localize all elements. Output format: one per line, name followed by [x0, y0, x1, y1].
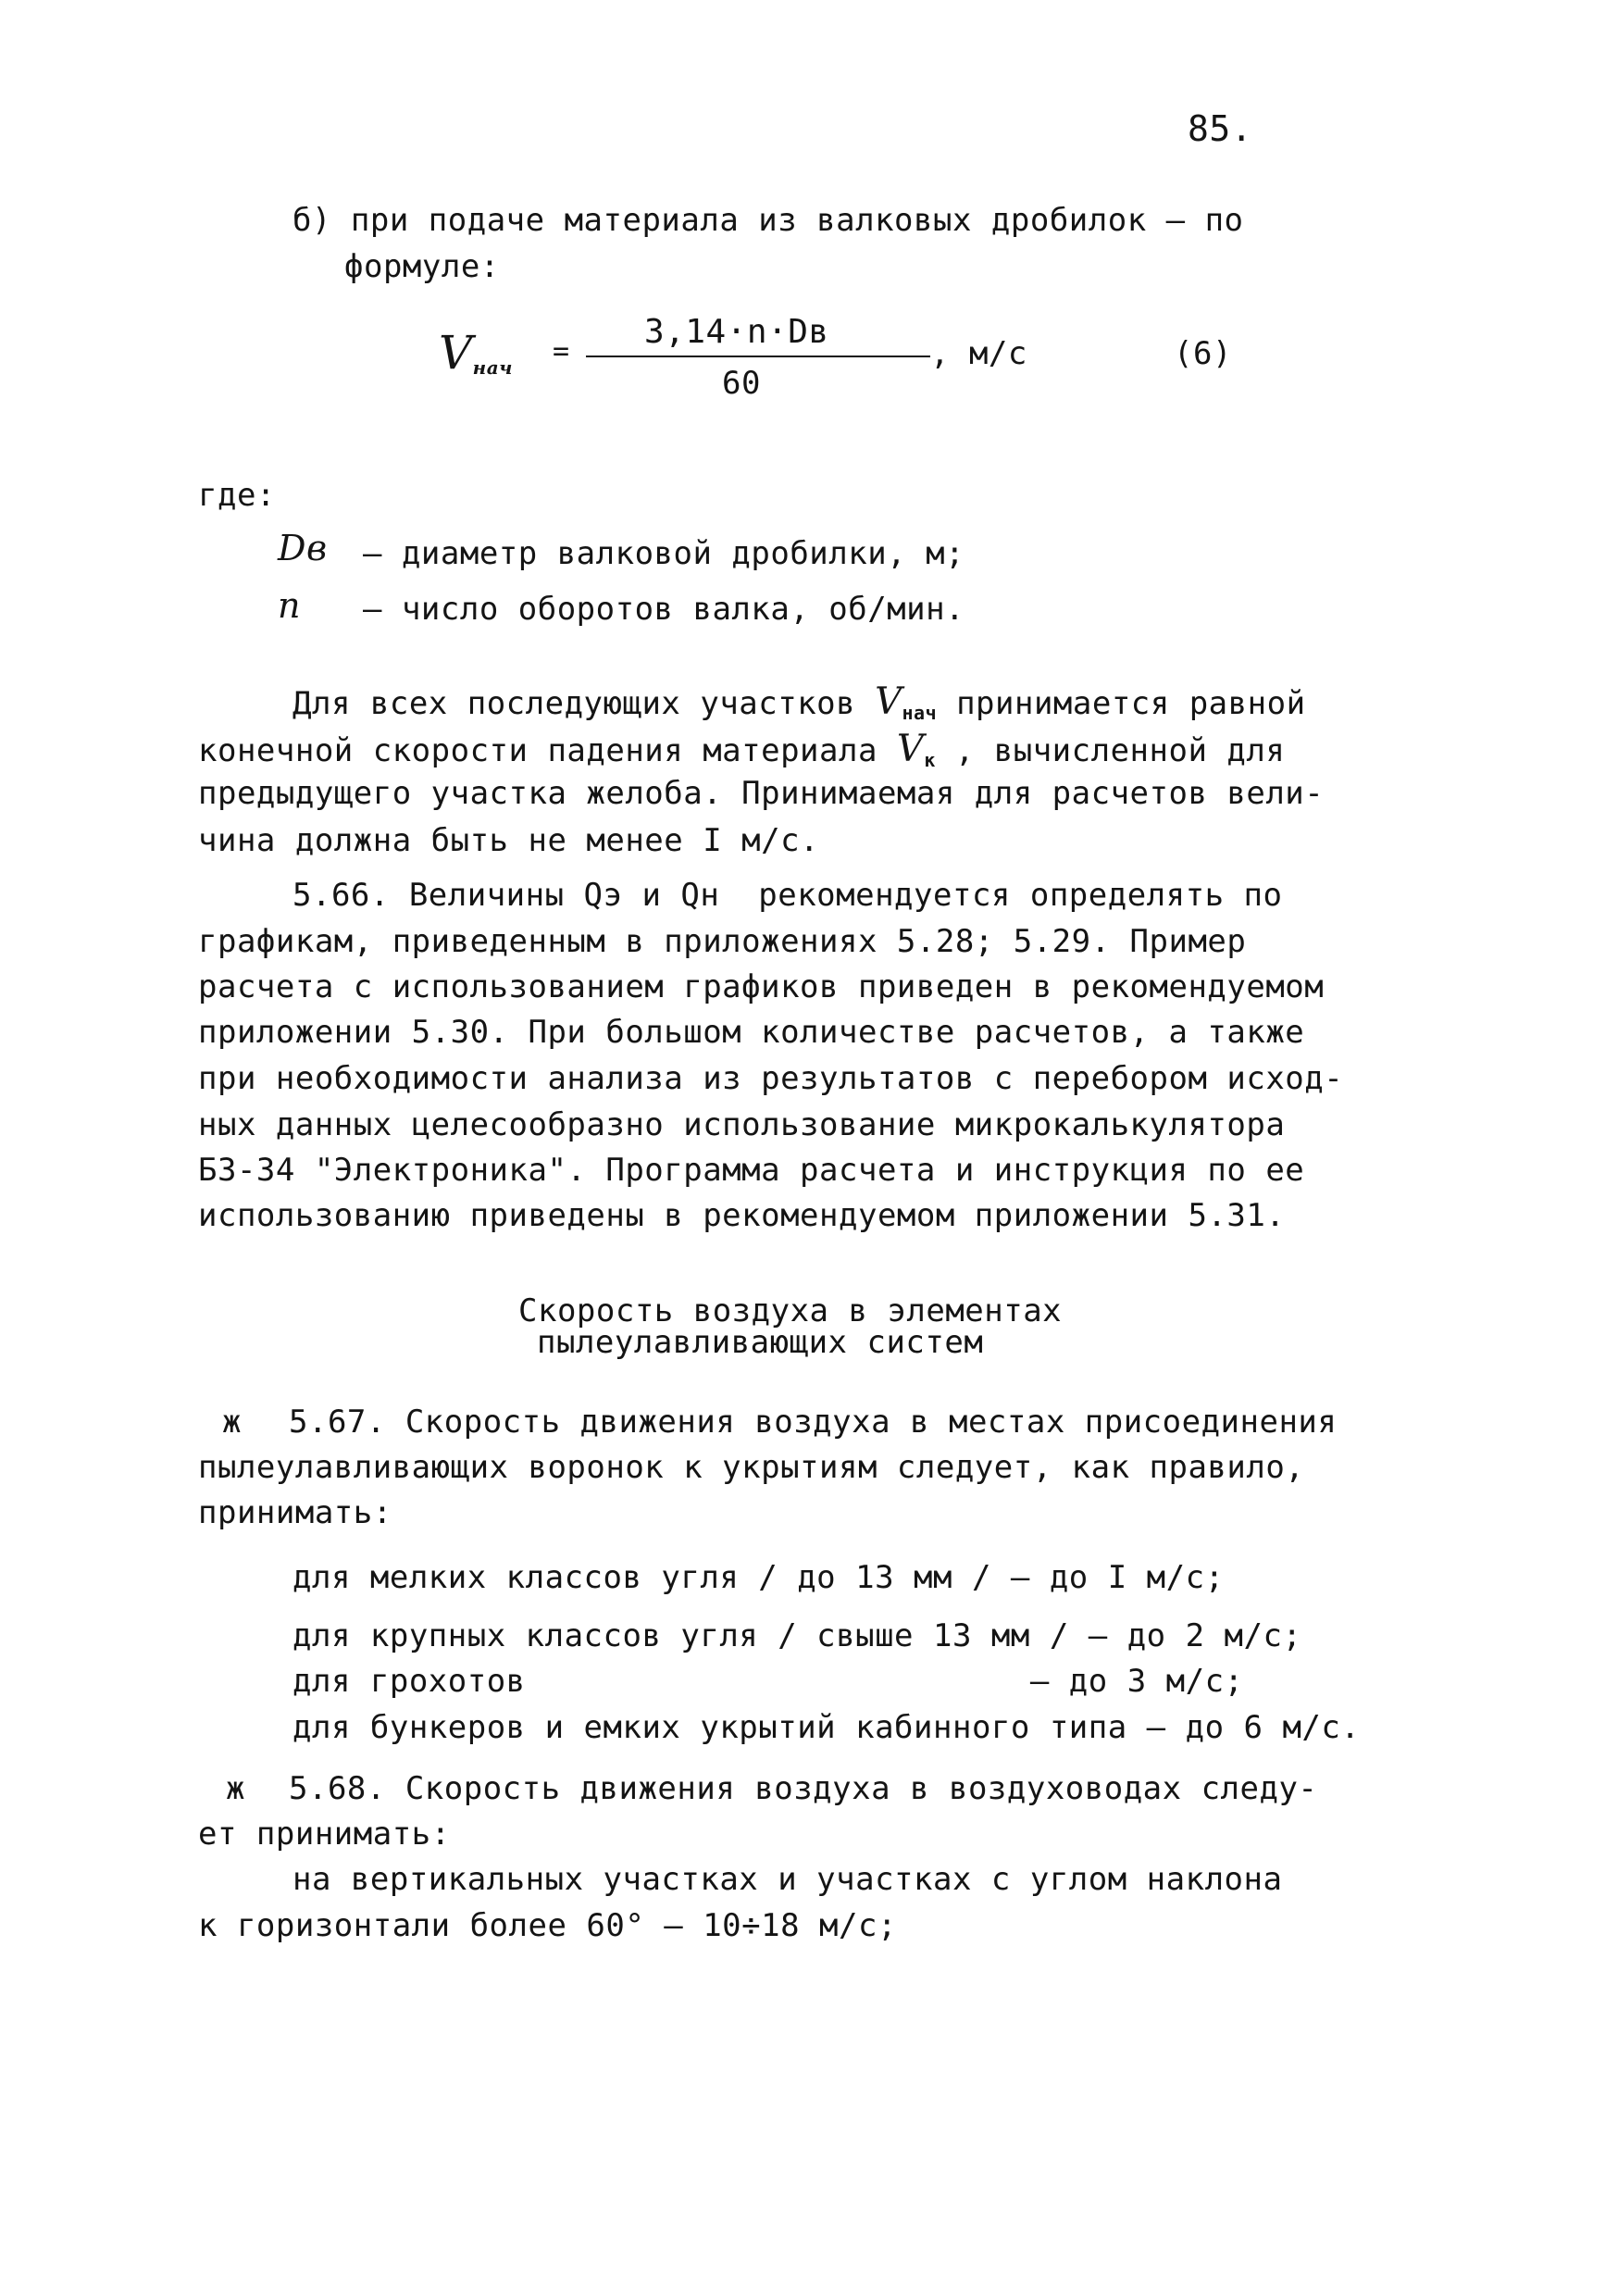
- paragraph-line: 5.67. Скорость движения воздуха в местах присоединения: [289, 1404, 1338, 1441]
- formula-lhs: [439, 326, 513, 380]
- item-b-line-2: формуле:: [344, 248, 500, 285]
- formula-equals: =: [553, 335, 570, 368]
- definition-text-d: – диаметр валковой дробилки, м;: [363, 535, 965, 572]
- item-b-line-1: б) при подаче материала из валковых дробилок – по: [292, 202, 1244, 239]
- paragraph-line: принимать:: [198, 1494, 392, 1531]
- definition-symbol-d: Dв: [278, 528, 328, 568]
- paragraph-line: 5.66. Величины Qэ и Qн рекомендуется определять по: [292, 877, 1283, 914]
- paragraph-line: на вертикальных участках и участках с углом наклона: [292, 1861, 1283, 1898]
- paragraph-line: пылеулавливающих воронок к укрытиям следует, как правило,: [198, 1449, 1305, 1486]
- paragraph-line: конечной скорости падения материала $V_к$ , вычисленной для: [198, 728, 1286, 771]
- change-marker: ж: [226, 1770, 245, 1807]
- paragraph-line: графикам, приведенным в приложениях 5.28; 5.29. Пример: [198, 923, 1247, 960]
- change-marker: ж: [222, 1404, 242, 1441]
- list-item: для бункеров и емких укрытий кабинного типа – до 6 м/с.: [292, 1709, 1361, 1746]
- paragraph-line: чина должна быть не менее I м/с.: [198, 822, 820, 859]
- paragraph-line: приложении 5.30. При большом количестве расчетов, а также: [198, 1014, 1305, 1051]
- paragraph-line: к горизонтали более 60° – 10÷18 м/с;: [198, 1907, 897, 1944]
- definition-text-n: – число оборотов валка, об/мин.: [363, 591, 965, 628]
- paragraph-line: ет принимать:: [198, 1816, 451, 1853]
- paragraph-line: Б3-34 "Электроника". Программа расчета и инструкция по ее: [198, 1152, 1305, 1189]
- formula-unit: , м/с: [930, 335, 1027, 372]
- definition-symbol-n: n: [278, 585, 301, 626]
- paragraph-line: использованию приведены в рекомендуемом приложении 5.31.: [198, 1197, 1286, 1234]
- formula-lhs-subscript: нач: [472, 356, 513, 379]
- page-number: 85.: [1188, 108, 1253, 149]
- formula-number: (6): [1174, 335, 1232, 372]
- paragraph-line: Для всех последующих участков $V_{нач}$ принимается равной: [292, 680, 1306, 724]
- paragraph-line: предыдущего участка желоба. Принимаемая для расчетов вели-: [198, 775, 1325, 812]
- section-heading-line-2: пылеулавливающих систем: [537, 1324, 984, 1361]
- list-item: для грохотов – до 3 м/с;: [292, 1663, 1244, 1700]
- section-heading-line-1: Скорость воздуха в элементах: [518, 1292, 1063, 1329]
- formula-numerator: 3,14·n·Dв: [644, 313, 829, 351]
- paragraph-line: ных данных целесообразно использование микрокалькулятора: [198, 1106, 1286, 1143]
- paragraph-line: расчета с использованием графиков приведен в рекомендуемом: [198, 968, 1325, 1005]
- list-item: для мелких классов угля / до 13 мм / – до I м/с;: [292, 1559, 1225, 1596]
- paragraph-line: при необходимости анализа из результатов с перебором исход-: [198, 1060, 1344, 1097]
- paragraph-line: 5.68. Скорость движения воздуха в воздуховодах следу-: [289, 1770, 1318, 1807]
- list-item: для крупных классов угля / свыше 13 мм / – до 2 м/с;: [292, 1617, 1302, 1654]
- formula-fraction-bar: [586, 356, 930, 357]
- formula-lhs-symbol: V: [439, 326, 473, 380]
- where-label: где:: [198, 477, 276, 514]
- formula-denominator: 60: [722, 365, 761, 402]
